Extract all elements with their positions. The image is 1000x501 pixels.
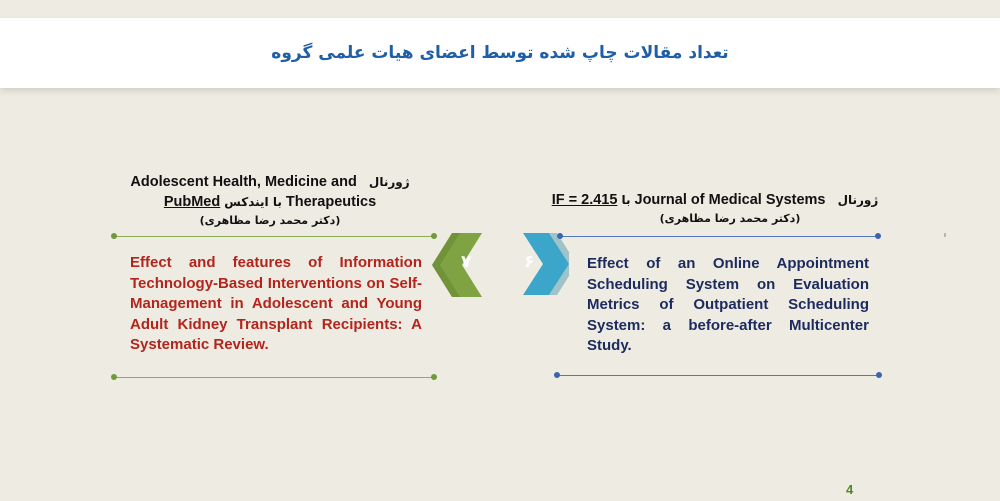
left-chevron-icon: [432, 233, 482, 297]
right-with-label: با: [621, 193, 631, 207]
left-author: (دکتر محمد رضا مظاهری): [199, 214, 341, 227]
left-journal-line2: [100, 192, 440, 212]
right-bottom-divider: [557, 375, 879, 376]
title-bar: [0, 18, 1000, 88]
left-bottom-divider: [114, 377, 434, 378]
left-bottom-divider-dot-start: [111, 374, 117, 380]
left-index-name: PubMed: [163, 194, 221, 210]
left-top-divider: [114, 236, 434, 237]
right-top-divider-dot-end: [875, 233, 881, 239]
left-bottom-divider-dot-end: [431, 374, 437, 380]
right-impact-factor: IF = 2.415: [551, 192, 618, 208]
right-journal-label: ژورنال: [837, 193, 879, 207]
right-item-number: ۶: [524, 252, 535, 272]
right-bottom-divider-dot-start: [554, 372, 560, 378]
right-journal-header: [520, 190, 910, 228]
left-top-divider-dot-start: [111, 233, 117, 239]
right-journal-name: Journal of Medical Systems: [634, 192, 826, 208]
left-index-label: با ایندکس: [224, 195, 282, 209]
left-item-number: ۷: [461, 252, 472, 272]
left-journal-label: ژورنال: [368, 175, 410, 189]
right-bottom-divider-dot-end: [876, 372, 882, 378]
left-journal-header: [100, 172, 440, 230]
right-top-divider: [560, 236, 878, 237]
right-journal-line1: [520, 190, 910, 210]
slide-title: تعداد مقالات چاپ شده توسط اعضای هیات علمی گروه: [271, 43, 729, 63]
left-article-title: Effect and features of Information Technology-Based Interventions on Self-Management in Adolescent and Young Adult Kidney Transplant Recipients: A Systematic Review.: [130, 254, 422, 354]
page-number: 4: [846, 482, 854, 497]
right-author: (دکتر محمد رضا مظاهری): [659, 212, 801, 225]
left-journal-line1: [100, 172, 440, 192]
decorative-mark: [944, 233, 946, 237]
left-journal-name-line2: Therapeutics: [285, 194, 377, 210]
right-article-title: Effect of an Online Appointment Scheduling System on Evaluation Metrics of Outpatient Scheduling System: a before-after Multicenter Study.: [587, 255, 869, 355]
left-journal-name-line1: Adolescent Health, Medicine and: [130, 174, 357, 190]
